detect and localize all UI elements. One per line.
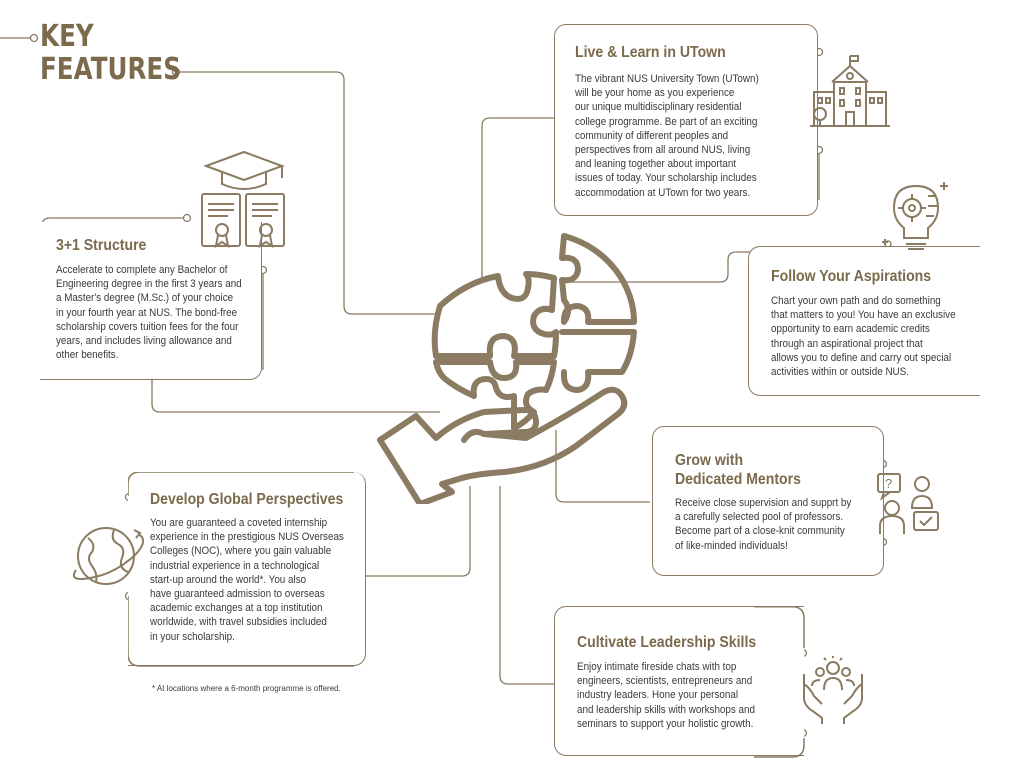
card-title: Follow Your Aspirations xyxy=(771,268,932,285)
card-live-learn-utown xyxy=(554,24,818,216)
globe-orbit-icon xyxy=(70,518,144,592)
graduation-cap-certificates-icon xyxy=(198,148,290,258)
page-title xyxy=(40,20,212,86)
card-title xyxy=(675,451,858,489)
card-title: Cultivate Leadership Skills xyxy=(577,634,757,651)
card-body: You are guaranteed a coveted internship experience in the prestigious NUS Overseas Colleges (NOC), where you gain valuable industrial experience in a technological start-up around the world*. You also have guaranteed admission to overseas academic exchanges at a top institution worldwide, with travel subsidies included in your scholarship. xyxy=(150,517,344,643)
svg-text:?: ? xyxy=(885,476,893,491)
card-dedicated-mentors xyxy=(652,426,884,576)
card-body: The vibrant NUS University Town (UTown) will be your home as you experience our unique multidisciplinary residential college programme. Be part of an exciting community of different peoples and perspectives from all around NUS, living and leaning together about important issues of today. Your scholarship includes accommodation at UTown for two years. xyxy=(575,73,759,199)
card-title: 3+1 Structure xyxy=(56,237,147,254)
card-title: Develop Global Perspectives xyxy=(150,491,344,508)
card-body: Accelerate to complete any Bachelor of Engineering degree in the first 3 years and a Master's degree (M.Sc.) of your choice in your fourth year at NUS. The bond-free scholarship covers tuition fees for the four years, and includes living allowance and other benefits. xyxy=(56,264,242,362)
lightbulb-gear-icon xyxy=(880,180,952,252)
hands-holding-people-icon xyxy=(800,654,866,724)
card-title-line-1: Grow with xyxy=(675,452,744,469)
hand-holding-puzzle-icon xyxy=(376,228,666,504)
card-title: Live & Learn in UTown xyxy=(575,44,726,61)
university-building-icon xyxy=(810,52,890,132)
card-body: Receive close supervision and supprt by a carefully selected pool of professors. Become part of a close-knit community of like-minded individuals! xyxy=(675,497,852,552)
title-line-1: KEY xyxy=(40,19,94,54)
title-line-2: FEATURES xyxy=(40,52,181,87)
mentor-conversation-icon xyxy=(876,472,942,536)
card-body: Enjoy intimate fireside chats with top engineers, scientists, entrepreneurs and industry leaders. Hone your personal and leadership skills with workshops and seminars to support your holistic growth. xyxy=(577,661,755,730)
card-leadership-border-right xyxy=(554,606,806,758)
card-global-border-top xyxy=(128,472,368,668)
card-follow-aspirations xyxy=(748,246,980,396)
card-title-line-2: Dedicated Mentors xyxy=(675,471,801,488)
card-body: Chart your own path and do something that matters to you! You have an exclusive opportunity to earn academic credits through an aspirational project that allows you to define and carry out special activities within or outside NUS. xyxy=(771,295,956,379)
footnote: * At locations where a 6-month programme is offered. xyxy=(152,684,341,693)
